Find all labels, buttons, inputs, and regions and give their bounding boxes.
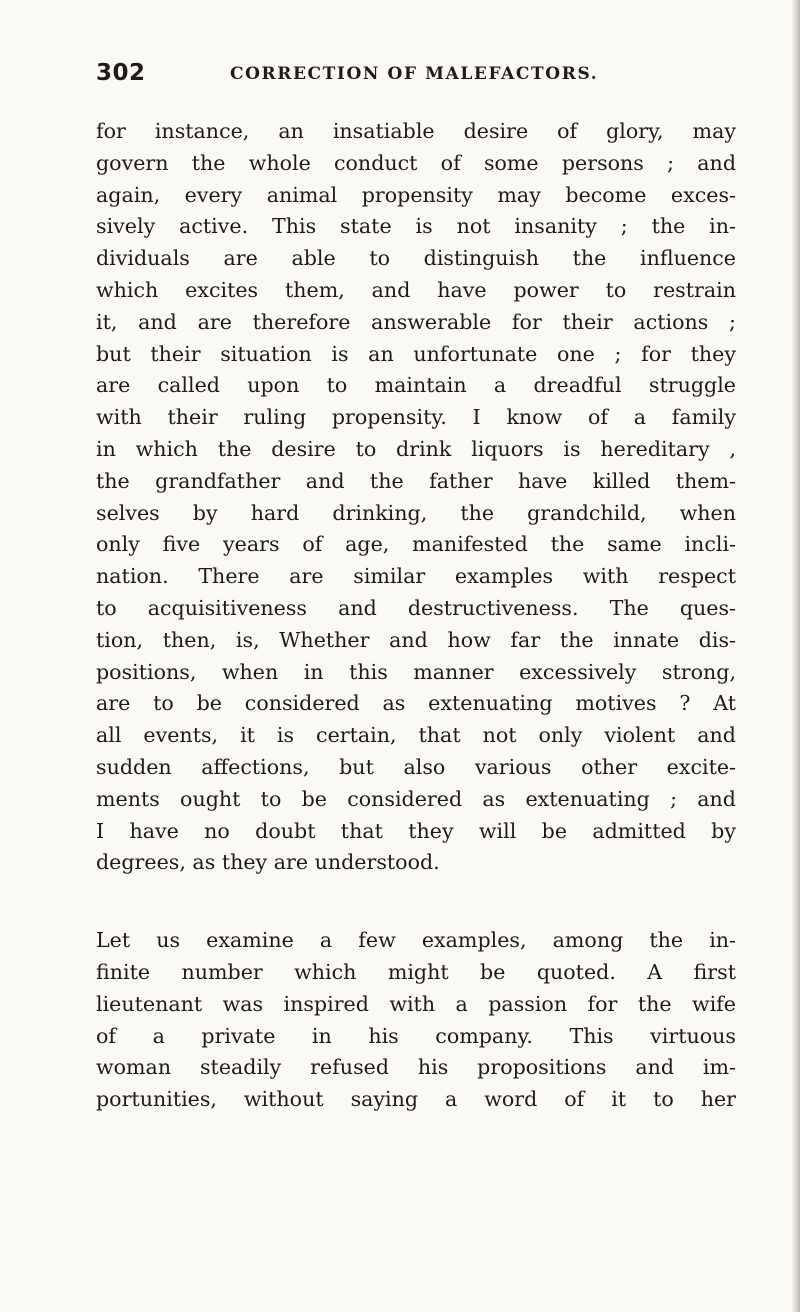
text-line: but their situation is an unfortunate one ; for they <box>96 341 736 366</box>
page-edge-shadow <box>792 0 800 1312</box>
text-line: dividuals are able to distinguish the influence <box>96 246 736 271</box>
page-header <box>96 60 726 92</box>
text-line: nation. There are similar examples with respect <box>96 564 736 589</box>
text-line: in which the desire to drink liquors is hereditary , <box>96 436 736 461</box>
text-line: tion, then, is, Whether and how far the innate dis- <box>96 627 736 652</box>
text-line: sively active. This state is not insanity ; the in- <box>96 214 736 239</box>
text-line: woman steadily refused his propositions and im- <box>96 1055 736 1080</box>
text-line: govern the whole conduct of some persons ; and <box>96 150 736 175</box>
text-line: the grandfather and the father have killed them- <box>96 468 736 493</box>
page-number: 302 <box>96 60 146 86</box>
text-line: ments ought to be considered as extenuating ; and <box>96 786 736 811</box>
text-line: lieutenant was inspired with a passion for the wife <box>96 991 736 1016</box>
body-text <box>96 116 736 1116</box>
text-line: all events, it is certain, that not only violent and <box>96 723 736 748</box>
text-line: positions, when in this manner excessively strong, <box>96 659 736 684</box>
text-line: Let us examine a few examples, among the in- <box>96 928 736 953</box>
text-line: degrees, as they are understood. <box>96 850 440 875</box>
text-line: are to be considered as extenuating motives ? At <box>96 691 736 716</box>
paragraph-spacer <box>96 879 736 925</box>
paragraph-1 <box>96 116 736 879</box>
text-line: which excites them, and have power to restrain <box>96 277 736 302</box>
text-line: to acquisitiveness and destructiveness. The ques- <box>96 595 736 620</box>
text-line: portunities, without saying a word of it to her <box>96 1087 736 1112</box>
text-line: I have no doubt that they will be admitted by <box>96 818 736 843</box>
paragraph-2 <box>96 925 736 1116</box>
text-line: only five years of age, manifested the same incli- <box>96 532 736 557</box>
text-line: sudden affections, but also various other excite- <box>96 754 736 779</box>
text-line: it, and are therefore answerable for their actions ; <box>96 309 736 334</box>
text-line: finite number which might be quoted. A first <box>96 959 736 984</box>
text-line: of a private in his company. This virtuous <box>96 1023 736 1048</box>
running-head: CORRECTION OF MALEFACTORS. <box>230 64 599 84</box>
text-line: are called upon to maintain a dreadful struggle <box>96 373 736 398</box>
text-line: for instance, an insatiable desire of glory, may <box>96 119 736 143</box>
text-line: again, every animal propensity may become exces- <box>96 182 736 207</box>
text-line: selves by hard drinking, the grandchild, when <box>96 500 736 525</box>
text-line: with their ruling propensity. I know of a family <box>96 405 736 430</box>
